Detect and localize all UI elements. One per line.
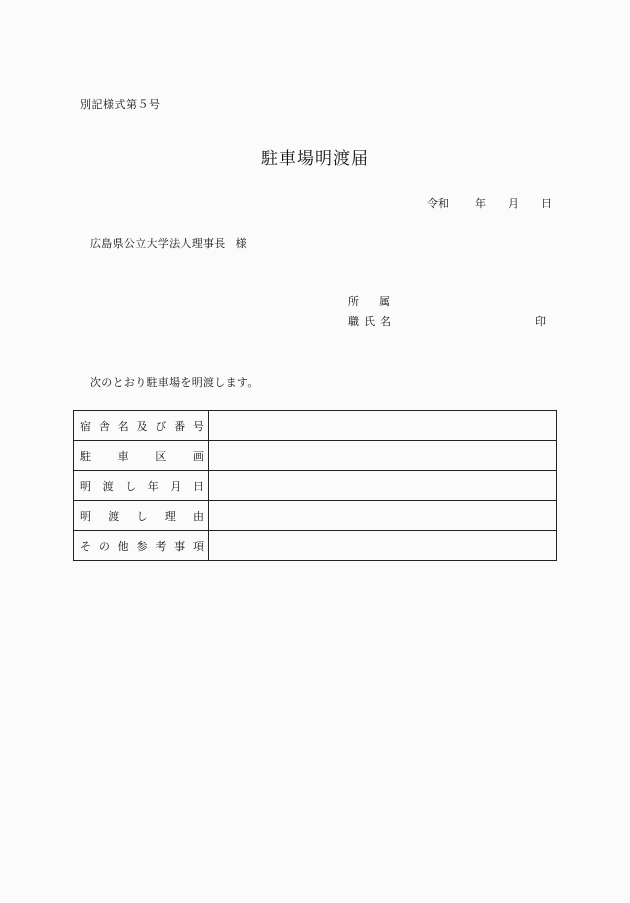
date-month-label: 月 <box>508 197 519 210</box>
table-row <box>74 531 557 561</box>
table-row <box>74 471 557 501</box>
row-value-field[interactable] <box>209 471 557 501</box>
seal-mark: 印 <box>535 315 546 328</box>
date-year-label: 年 <box>475 197 486 210</box>
statement-text: 次のとおり駐車場を明渡します。 <box>90 376 259 389</box>
row-label-cell <box>74 441 209 471</box>
date-line <box>427 195 552 211</box>
row-label: 駐 車 区 画 <box>80 449 204 463</box>
addressee-name: 広島県公立大学法人理事長 <box>90 237 226 250</box>
form-number: 別記様式第５号 <box>80 98 161 111</box>
row-value-field[interactable] <box>209 501 557 531</box>
document-title: 駐車場明渡届 <box>261 149 369 169</box>
table-row <box>74 411 557 441</box>
row-label: 明 渡 し 理 由 <box>80 509 204 523</box>
sender-block <box>348 293 548 333</box>
sender-name-row <box>348 313 548 333</box>
date-day-label: 日 <box>541 197 552 210</box>
addressee <box>90 235 247 251</box>
table-row <box>74 501 557 531</box>
name-label: 職氏名 <box>348 315 396 328</box>
sender-affiliation-row <box>348 293 548 313</box>
row-label-cell <box>74 471 209 501</box>
details-table <box>73 410 557 561</box>
row-label-cell <box>74 411 209 441</box>
date-era: 令和 <box>427 197 449 210</box>
row-label-cell <box>74 531 209 561</box>
row-label-cell <box>74 501 209 531</box>
affiliation-label: 所属 <box>348 295 410 308</box>
row-value-field[interactable] <box>209 411 557 441</box>
row-label: 宿 舎 名 及 び 番 号 <box>80 419 204 433</box>
table-row <box>74 441 557 471</box>
row-value-field[interactable] <box>209 531 557 561</box>
row-label: そ の 他 参 考 事 項 <box>80 539 204 553</box>
addressee-honorific: 様 <box>235 237 247 250</box>
row-label: 明 渡 し 年 月 日 <box>80 479 204 493</box>
row-value-field[interactable] <box>209 441 557 471</box>
